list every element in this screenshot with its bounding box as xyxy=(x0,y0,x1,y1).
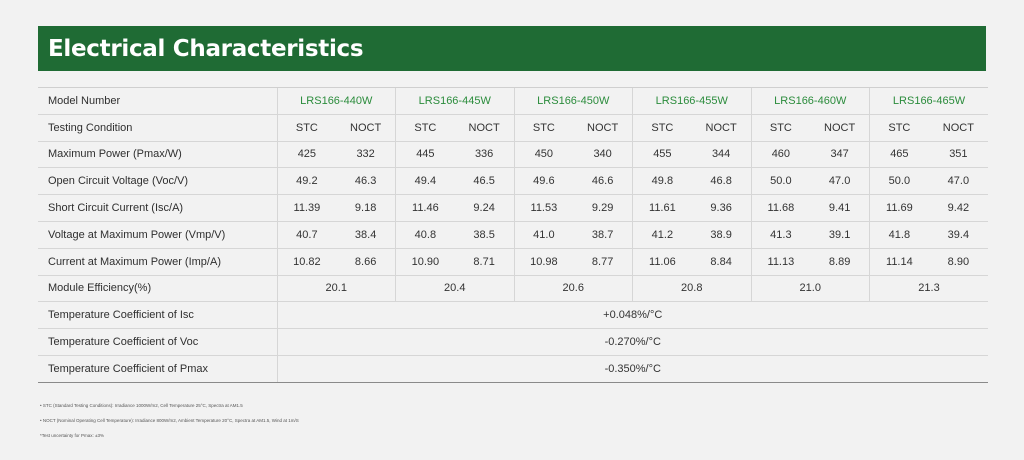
imp-noct-value: 8.84 xyxy=(692,248,751,275)
voc-noct-value: 46.8 xyxy=(692,168,751,195)
model-name: LRS166-445W xyxy=(396,88,515,115)
voc-stc-value: 49.8 xyxy=(633,168,692,195)
efficiency-value: 20.8 xyxy=(633,275,752,302)
isc-noct-value: 9.18 xyxy=(336,195,395,222)
vmp-noct-value: 38.7 xyxy=(573,221,632,248)
row-label: Module Efficiency(%) xyxy=(38,275,277,302)
condition-stc: STC xyxy=(396,114,455,141)
imp-noct-value: 8.77 xyxy=(573,248,632,275)
model-name: LRS166-455W xyxy=(633,88,752,115)
vmp-noct-value: 38.9 xyxy=(692,221,751,248)
pmax-stc-value: 465 xyxy=(870,141,929,168)
condition-stc: STC xyxy=(633,114,692,141)
efficiency-value: 20.1 xyxy=(277,275,396,302)
row-label: Model Number xyxy=(38,88,277,115)
row-model-number xyxy=(38,88,988,115)
imp-stc-value: 11.06 xyxy=(633,248,692,275)
imp-noct-value: 8.66 xyxy=(336,248,395,275)
footnote-noct: • NOCT (Nominal Operating Cell Temperature): Irradiance 800W/m2, Ambient Temperature 20°C, Spectra at AM1.5, Wind at 1m/S xyxy=(40,418,299,423)
voc-stc-value: 49.2 xyxy=(277,168,336,195)
model-name: LRS166-440W xyxy=(277,88,396,115)
row-open-circuit-voltage xyxy=(38,168,988,195)
condition-noct: NOCT xyxy=(810,114,869,141)
temp-coefficient-value: -0.270%/°C xyxy=(277,329,988,356)
row-label: Temperature Coefficient of Isc xyxy=(38,302,277,329)
temp-coefficient-value: +0.048%/°C xyxy=(277,302,988,329)
row-voltage-max-power xyxy=(38,221,988,248)
footnotes xyxy=(40,404,940,449)
temp-coefficient-value: -0.350%/°C xyxy=(277,355,988,382)
row-module-efficiency xyxy=(38,275,988,302)
vmp-stc-value: 41.0 xyxy=(514,221,573,248)
efficiency-value: 21.3 xyxy=(870,275,989,302)
isc-noct-value: 9.42 xyxy=(929,195,988,222)
page-title: Electrical Characteristics xyxy=(48,35,364,62)
imp-stc-value: 10.90 xyxy=(396,248,455,275)
row-temp-coeff-pmax xyxy=(38,355,988,382)
imp-stc-value: 10.98 xyxy=(514,248,573,275)
title-banner xyxy=(38,26,986,71)
voc-stc-value: 50.0 xyxy=(870,168,929,195)
row-label: Voltage at Maximum Power (Vmp/V) xyxy=(38,221,277,248)
imp-stc-value: 11.13 xyxy=(751,248,810,275)
vmp-noct-value: 39.1 xyxy=(810,221,869,248)
voc-noct-value: 47.0 xyxy=(929,168,988,195)
vmp-stc-value: 41.3 xyxy=(751,221,810,248)
vmp-stc-value: 40.8 xyxy=(396,221,455,248)
efficiency-value: 20.4 xyxy=(396,275,515,302)
footnote-uncertainty: *Test uncertainty for Pmax: ±3% xyxy=(40,433,104,438)
pmax-noct-value: 344 xyxy=(692,141,751,168)
voc-noct-value: 46.5 xyxy=(455,168,514,195)
imp-noct-value: 8.89 xyxy=(810,248,869,275)
row-label: Temperature Coefficient of Voc xyxy=(38,329,277,356)
condition-noct: NOCT xyxy=(336,114,395,141)
isc-noct-value: 9.29 xyxy=(573,195,632,222)
voc-noct-value: 46.3 xyxy=(336,168,395,195)
condition-noct: NOCT xyxy=(929,114,988,141)
footnote-stc: • STC (Standard Testing Conditions): Irradiance 1000W/m2, Cell Temperature 25°C, Spectra at AM1.5 xyxy=(40,403,243,408)
pmax-stc-value: 460 xyxy=(751,141,810,168)
voc-stc-value: 49.4 xyxy=(396,168,455,195)
row-label: Temperature Coefficient of Pmax xyxy=(38,355,277,382)
isc-stc-value: 11.46 xyxy=(396,195,455,222)
row-testing-condition xyxy=(38,114,988,141)
row-max-power xyxy=(38,141,988,168)
vmp-stc-value: 41.8 xyxy=(870,221,929,248)
efficiency-value: 20.6 xyxy=(514,275,633,302)
pmax-stc-value: 455 xyxy=(633,141,692,168)
row-label: Testing Condition xyxy=(38,114,277,141)
vmp-noct-value: 39.4 xyxy=(929,221,988,248)
pmax-noct-value: 347 xyxy=(810,141,869,168)
condition-noct: NOCT xyxy=(692,114,751,141)
model-name: LRS166-450W xyxy=(514,88,633,115)
imp-noct-value: 8.90 xyxy=(929,248,988,275)
condition-stc: STC xyxy=(514,114,573,141)
vmp-noct-value: 38.5 xyxy=(455,221,514,248)
isc-stc-value: 11.68 xyxy=(751,195,810,222)
vmp-stc-value: 41.2 xyxy=(633,221,692,248)
condition-noct: NOCT xyxy=(573,114,632,141)
isc-stc-value: 11.39 xyxy=(277,195,336,222)
pmax-stc-value: 450 xyxy=(514,141,573,168)
electrical-characteristics-table xyxy=(38,87,988,383)
voc-stc-value: 49.6 xyxy=(514,168,573,195)
pmax-stc-value: 425 xyxy=(277,141,336,168)
pmax-noct-value: 336 xyxy=(455,141,514,168)
model-name: LRS166-460W xyxy=(751,88,870,115)
isc-stc-value: 11.53 xyxy=(514,195,573,222)
row-label: Maximum Power (Pmax/W) xyxy=(38,141,277,168)
row-label: Open Circuit Voltage (Voc/V) xyxy=(38,168,277,195)
pmax-noct-value: 332 xyxy=(336,141,395,168)
voc-noct-value: 47.0 xyxy=(810,168,869,195)
vmp-stc-value: 40.7 xyxy=(277,221,336,248)
condition-stc: STC xyxy=(277,114,336,141)
isc-stc-value: 11.61 xyxy=(633,195,692,222)
row-label: Short Circuit Current (Isc/A) xyxy=(38,195,277,222)
imp-stc-value: 11.14 xyxy=(870,248,929,275)
row-short-circuit-current xyxy=(38,195,988,222)
row-temp-coeff-voc xyxy=(38,329,988,356)
efficiency-value: 21.0 xyxy=(751,275,870,302)
condition-stc: STC xyxy=(870,114,929,141)
isc-stc-value: 11.69 xyxy=(870,195,929,222)
imp-noct-value: 8.71 xyxy=(455,248,514,275)
voc-stc-value: 50.0 xyxy=(751,168,810,195)
condition-stc: STC xyxy=(751,114,810,141)
model-name: LRS166-465W xyxy=(870,88,989,115)
isc-noct-value: 9.36 xyxy=(692,195,751,222)
pmax-noct-value: 351 xyxy=(929,141,988,168)
pmax-noct-value: 340 xyxy=(573,141,632,168)
vmp-noct-value: 38.4 xyxy=(336,221,395,248)
pmax-stc-value: 445 xyxy=(396,141,455,168)
isc-noct-value: 9.24 xyxy=(455,195,514,222)
isc-noct-value: 9.41 xyxy=(810,195,869,222)
row-label: Current at Maximum Power (Imp/A) xyxy=(38,248,277,275)
voc-noct-value: 46.6 xyxy=(573,168,632,195)
imp-stc-value: 10.82 xyxy=(277,248,336,275)
row-current-max-power xyxy=(38,248,988,275)
row-temp-coeff-isc xyxy=(38,302,988,329)
condition-noct: NOCT xyxy=(455,114,514,141)
